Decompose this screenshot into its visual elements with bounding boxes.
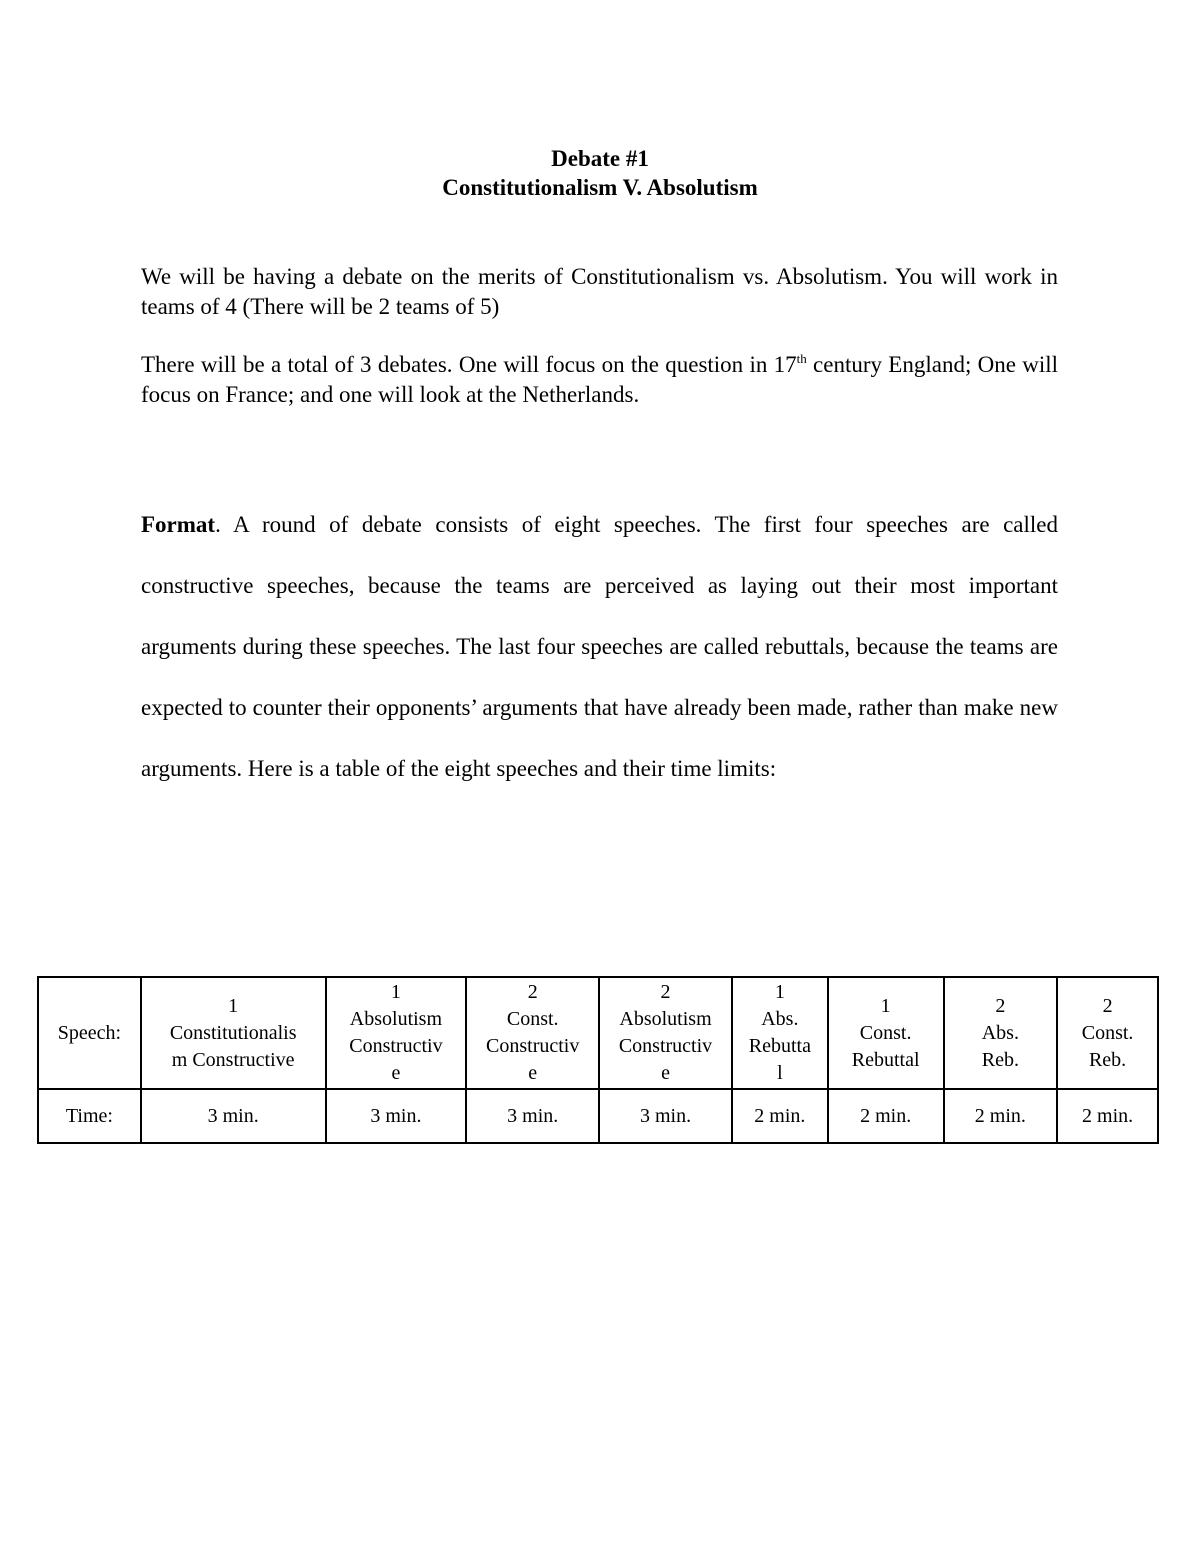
speech-cell-line: e [661,1062,670,1084]
time-row [38,1089,1158,1143]
speech-cell-line: 1 [228,994,239,1017]
speech-cell [1057,977,1158,1089]
intro-paragraph: We will be having a debate on the merits of Constitutionalism vs. Absolutism. You will work in teams of 4 (There will be 2 teams of 5) [141,264,1058,319]
speech-cell-line: Constructiv [618,1035,713,1057]
time-cell: 3 min. [326,1089,467,1143]
speech-cell-line: 1 [774,981,785,1003]
speech-cell [141,977,326,1089]
speech-cell-line: Constitutionalis [169,1021,297,1044]
speech-cell-line: Abs. [761,1008,799,1030]
format-text: . A round of debate consists of eight speeches. The first four speeches are called constructive speeches, because the teams are perceived as laying out their most important arguments during these speeches. The last four speeches are called rebuttals, because the teams are expected to counter their opponents’ arguments that have already been made, rather than make new arguments. Here is a table of the eight speeches and their time limits: [141,512,1058,781]
speech-row [38,977,1158,1089]
document-subtitle: Constitutionalism V. Absolutism [442,175,758,200]
speech-row-label: Speech: [38,977,141,1089]
speech-cell-line: 2 [660,981,671,1003]
time-cell: 2 min. [732,1089,828,1143]
speech-cell-line: m Constructive [171,1048,295,1071]
speech-cell [599,977,732,1089]
speech-cell [466,977,599,1089]
time-cell: 2 min. [944,1089,1058,1143]
speech-cell-line: Absolutism [349,1008,443,1030]
speech-cell-line: Reb. [1088,1048,1127,1071]
speech-cell-line: Rebutta [748,1035,811,1057]
speech-cell-line: Const. [859,1021,912,1044]
speech-cell-line: Const. [506,1008,559,1030]
speech-cell [944,977,1058,1089]
format-paragraph [141,494,1058,799]
speech-cell [326,977,467,1089]
speech-cell-line: Constructiv [486,1035,580,1057]
document-title: Debate #1 [551,146,649,171]
speech-cell-line: Rebuttal [851,1048,920,1071]
ordinal-superscript: th [796,351,807,366]
speech-cell-line: 1 [880,994,891,1017]
format-label: Format [141,512,216,537]
time-cell: 2 min. [1057,1089,1158,1143]
speech-cell [828,977,944,1089]
speech-cell-line: 2 [995,994,1006,1017]
speech-cell [732,977,828,1089]
speech-cell-line: 1 [390,981,401,1003]
time-cell: 3 min. [599,1089,732,1143]
speech-cell-line: Absolutism [619,1008,712,1030]
debates-paragraph [141,350,1058,410]
speech-cell-line: e [391,1062,401,1084]
speech-cell-line: l [777,1062,783,1084]
speech-table [37,976,1159,1144]
time-cell: 3 min. [466,1089,599,1143]
time-cell: 2 min. [828,1089,944,1143]
speech-cell-line: e [528,1062,538,1084]
speech-cell-line: 2 [527,981,538,1003]
speech-cell-line: Reb. [981,1048,1019,1071]
time-cell: 3 min. [141,1089,326,1143]
time-row-label: Time: [38,1089,141,1143]
speech-cell-line: Abs. [981,1021,1019,1044]
speech-cell-line: Constructiv [349,1035,443,1057]
debates-text-end: century England; One will focus on France; and one will look at the Netherlands. [141,352,1058,407]
speech-cell-line: 2 [1102,994,1113,1017]
debates-text-start: There will be a total of 3 debates. One will focus on the question in 17 [141,352,797,377]
speech-cell-line: Const. [1081,1021,1134,1044]
